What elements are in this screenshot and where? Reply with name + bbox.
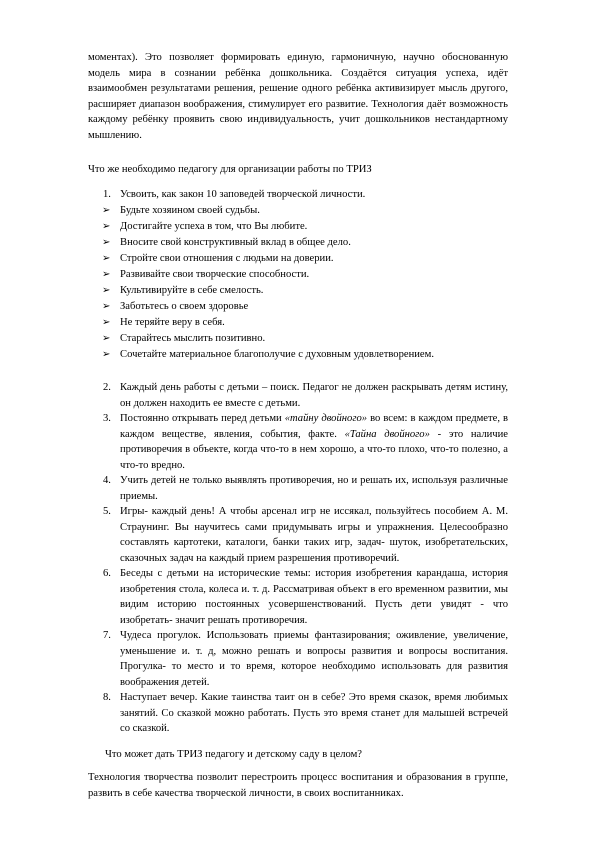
item-3-number: 3. <box>103 413 111 424</box>
item-2-text: Каждый день работы с детьми – поиск. Педагог не должен раскрывать детям истину, он должен находить ее вместе с детьми. <box>120 382 508 409</box>
item-3-italic-2: «Тайна двойного» <box>344 428 430 440</box>
item-3-italic-1: «тайну двойного» <box>284 413 368 424</box>
arrow-bullet-icon: ➢ <box>102 237 111 248</box>
item-6-number: 6. <box>103 568 111 579</box>
item-8-number: 8. <box>103 692 111 703</box>
item-3-text-part2: во всем: в каждом предмете, в каждом веществе, явления, события, факте. <box>120 413 509 440</box>
arrow-bullet-icon: ➢ <box>102 349 111 360</box>
item-8-text: Наступает вечер. Какие таинства таит он в себе? Это время сказок, время любимых занятий. Со сказкой можно работать. Пусть это время станет для малышей встречей со сказкой. <box>120 692 508 734</box>
commandment-item: Развивайте свои творческие способности. <box>120 269 310 280</box>
item-5-text: Игры- каждый день! А чтобы арсенал игр не иссякал, пользуйтесь пособием А. М. Страунинг. Вы научитесь сами придумывать игры и упражнения. Целесообразно составлять картотеки, каталоги, банки таких игр, задач- шуток, изобретательских, сказочных задач на каждый прием разрешения противоречий. <box>120 506 508 564</box>
arrow-bullet-icon: ➢ <box>102 285 111 296</box>
item-4-text: Учить детей не только выявлять противоречия, но и решать их, используя различные приемы. <box>120 475 508 502</box>
commandment-item: Сочетайте материальное благополучие с духовным удовлетворением. <box>120 349 434 360</box>
arrow-bullet-icon: ➢ <box>102 221 111 232</box>
item-1-text: Усвоить, как закон 10 заповедей творческой личности. <box>120 189 366 200</box>
commandment-item: Заботьтесь о своем здоровье <box>120 301 249 312</box>
commandment-item: Не теряйте веру в себя. <box>120 317 225 328</box>
commandment-item: Вносите свой конструктивный вклад в общее дело. <box>120 237 351 248</box>
commandment-item: Стройте свои отношения с людьми на доверии. <box>120 253 334 264</box>
arrow-bullet-icon: ➢ <box>102 333 111 344</box>
item-7-number: 7. <box>103 630 111 641</box>
arrow-bullet-icon: ➢ <box>102 269 111 280</box>
question-heading-1: Что же необходимо педагогу для организации работы по ТРИЗ <box>88 164 372 175</box>
item-7-text: Чудеса прогулок. Использовать приемы фантазирования; оживление, увеличение, уменьшение и. т. д, можно решать и вопросы развития и вопросы воспитания. Прогулка- то место и то время, которое необходимо использовать для развития воображения детей. <box>120 630 508 688</box>
commandment-item: Будьте хозяином своей судьбы. <box>120 205 260 216</box>
item-1-number: 1. <box>103 189 111 200</box>
item-2-number: 2. <box>103 382 111 393</box>
commandment-item: Достигайте успеха в том, что Вы любите. <box>120 221 308 232</box>
item-6-text: Беседы с детьми на исторические темы: история изобретения карандаша, история изобретения стола, колеса и. т. д. Рассматривая объект в его временном развитии, мы видим историю постоянных усовершенствований. Пусть дети увидят - что изобретать- значит решать противоречия. <box>120 568 508 626</box>
commandment-item: Старайтесь мыслить позитивно. <box>120 333 266 344</box>
question-heading-2: Что может дать ТРИЗ педагогу и детскому саду в целом? <box>105 749 363 760</box>
arrow-bullet-icon: ➢ <box>102 205 111 216</box>
intro-paragraph: моментах). Это позволяет формировать единую, гармоничную, научно обоснованную модель мира в сознании ребёнка дошкольника. Создаётся ситуация успеха, идёт взаимообмен результатами решения, решение одного ребёнка активизирует мысль другого, расширяет диапазон воображения, стимулирует его развитие. Технология даёт возможность каждому ребёнку проявить свою индивидуальность, учит дошкольников нестандартному мышлению. <box>88 52 508 141</box>
commandment-item: Культивируйте в себе смелость. <box>120 285 264 296</box>
item-3-text-part1: Постоянно открывать перед детьми <box>120 413 285 424</box>
item-3-text-part3: - это наличие противоречия в объекте, когда что-то в нем хорошо, а что-то плохо, что-то полезно, а что-то вредно. <box>120 428 508 471</box>
arrow-bullet-icon: ➢ <box>102 317 111 328</box>
arrow-bullet-icon: ➢ <box>102 253 111 264</box>
closing-paragraph: Технология творчества позволит перестроить процесс воспитания и образования в группе, развить в себе качества творческой личности, в своих воспитанниках. <box>88 772 508 799</box>
item-4-number: 4. <box>103 475 111 486</box>
arrow-bullet-icon: ➢ <box>102 301 111 312</box>
item-5-number: 5. <box>103 506 111 517</box>
item-3-text <box>120 411 508 473</box>
